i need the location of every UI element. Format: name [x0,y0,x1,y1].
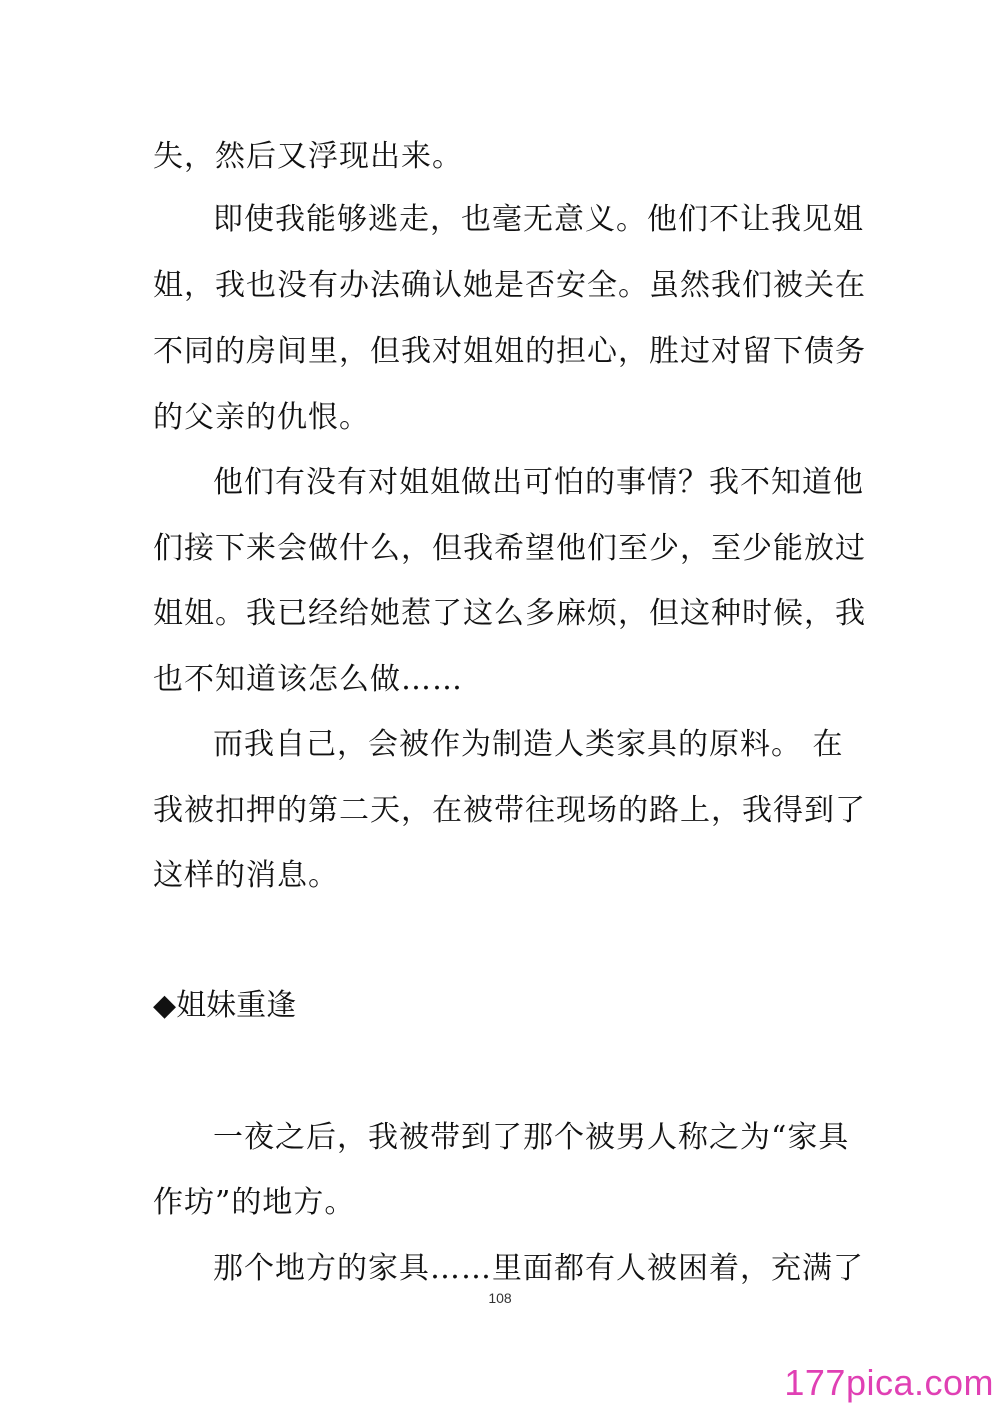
text-line: 他们有没有对姐姐做出可怕的事情？我不知道他 [213,465,864,500]
text-line: 作坊”的地方。 [153,1185,356,1220]
text-line: 这样的消息。 [153,858,339,893]
text-line: 即使我能够逃走，也毫无意义。他们不让我见姐 [213,202,864,237]
text-line: 我被扣押的第二天，在被带往现场的路上，我得到了 [153,793,866,828]
text-line: 姐姐。我已经给她惹了这么多麻烦，但这种时候，我 [153,596,866,631]
text-line: 而我自己，会被作为制造人类家具的原料。 在 [213,727,844,762]
text-line: 们接下来会做什么，但我希望他们至少，至少能放过 [153,531,866,566]
watermark: 177pica.com [784,1362,994,1403]
text-line: 也不知道该怎么做…… [153,662,463,697]
text-line: 那个地方的家具……里面都有人被困着，充满了 [213,1251,864,1286]
text-line: 一夜之后，我被带到了那个被男人称之为“家具 [213,1120,850,1155]
text-line: 失，然后又浮现出来。 [153,139,463,174]
text-line: 不同的房间里，但我对姐姐的担心，胜过对留下债务 [153,334,866,369]
page-number: 108 [488,1290,512,1306]
text-line: 的父亲的仇恨。 [153,400,370,435]
section-heading: ◆姐妹重逢 [153,988,297,1023]
text-line: 姐，我也没有办法确认她是否安全。虽然我们被关在 [153,268,866,303]
